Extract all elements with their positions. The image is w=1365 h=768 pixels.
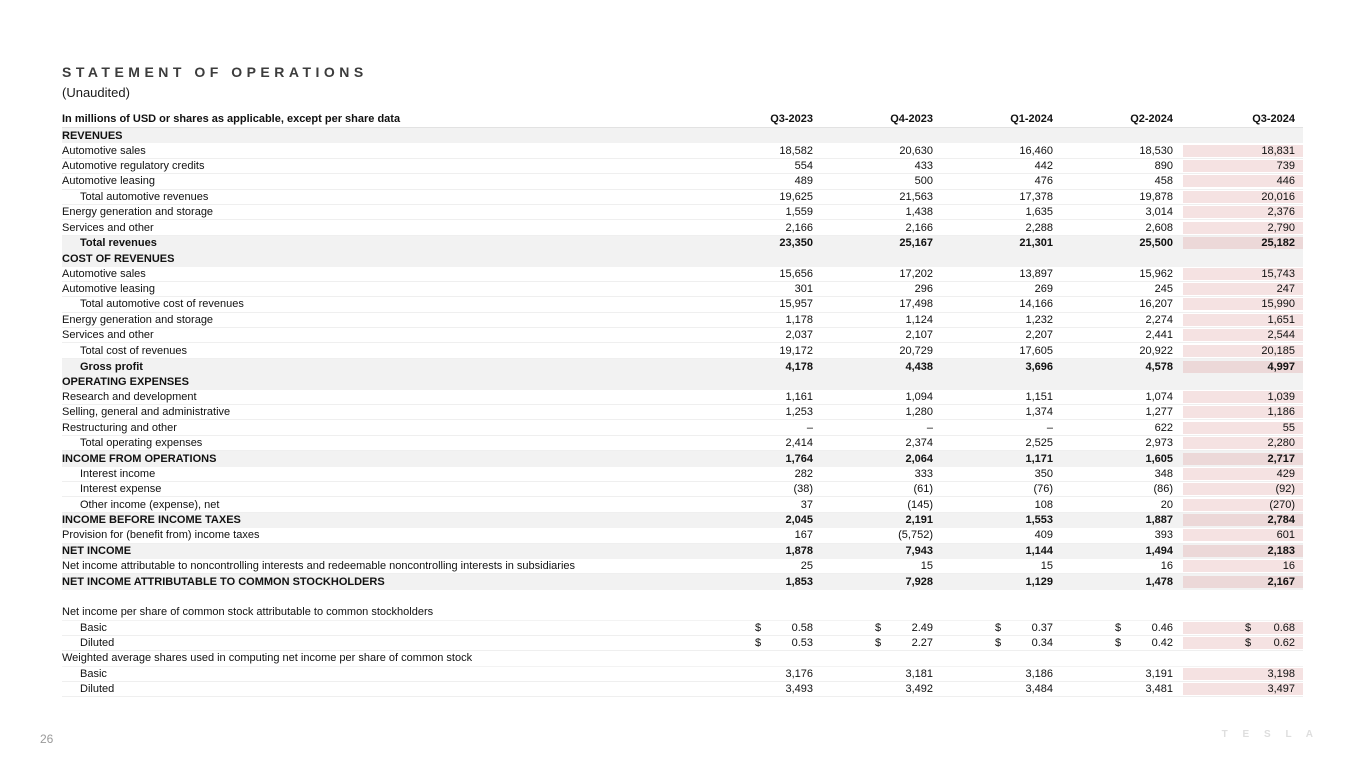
row-label: Research and development bbox=[62, 390, 197, 403]
value-cell-q1-2024: 1,129 bbox=[1025, 576, 1053, 589]
value-cell-q3-2024: 2,376 bbox=[1183, 206, 1303, 218]
value-cell-q2-2024: 393 bbox=[1154, 529, 1173, 542]
value-cell-q3-2024: (92) bbox=[1183, 483, 1303, 495]
value-cell-q2-2024: 3,191 bbox=[1145, 667, 1173, 680]
row-label: Total automotive cost of revenues bbox=[80, 298, 244, 311]
value-cell-q4-2023: 500 bbox=[914, 175, 933, 188]
table-row bbox=[62, 359, 1303, 374]
value-cell-q4-2023: (61) bbox=[913, 483, 933, 496]
value-cell-q4-2023: 21,563 bbox=[899, 190, 933, 203]
value-cell-q4-2023: 20,630 bbox=[899, 144, 933, 157]
table-corner-label: In millions of USD or shares as applicable, except per share data bbox=[62, 113, 401, 125]
value-cell-q4-2023: (145) bbox=[907, 498, 933, 511]
value-cell-q3-2023: 1,853 bbox=[785, 576, 813, 589]
value-cell-q1-2024: 13,897 bbox=[1019, 267, 1053, 280]
per-share-value: 2.27 bbox=[911, 637, 933, 650]
value-cell-q2-2024: 2,608 bbox=[1145, 221, 1173, 234]
table-row bbox=[62, 328, 1303, 343]
table-row bbox=[62, 159, 1303, 174]
table-row bbox=[62, 313, 1303, 328]
table-row bbox=[62, 343, 1303, 358]
value-cell-q4-2023: 1,094 bbox=[905, 390, 933, 403]
value-cell-q3-2023: 19,172 bbox=[779, 344, 813, 357]
value-cell-q1-2024: 21,301 bbox=[1019, 237, 1053, 250]
per-share-value: 2.49 bbox=[911, 621, 933, 634]
row-label: COST OF REVENUES bbox=[62, 252, 175, 265]
dollar-sign: $ bbox=[1245, 621, 1252, 634]
row-label: Total automotive revenues bbox=[80, 190, 209, 203]
value-cell-q3-2024: (270) bbox=[1183, 499, 1303, 511]
table-row bbox=[62, 436, 1303, 451]
value-cell-q2-2024: 890 bbox=[1154, 159, 1173, 172]
value-cell-q4-2023: 2,191 bbox=[905, 514, 933, 527]
value-cell-q2-2024: 622 bbox=[1154, 421, 1173, 434]
page-number: 26 bbox=[40, 732, 54, 746]
value-cell-q1-2024: 1,144 bbox=[1025, 545, 1053, 558]
value-cell-q3-2023: 1,161 bbox=[785, 390, 813, 403]
value-cell-q3-2023: 3,176 bbox=[785, 667, 813, 680]
column-header-q3-2024: Q3-2024 bbox=[1252, 113, 1295, 125]
value-cell-q3-2023: 1,253 bbox=[785, 406, 813, 419]
value-cell-q4-2023: 17,202 bbox=[899, 267, 933, 280]
value-cell-q3-2024: 1,186 bbox=[1183, 406, 1303, 418]
value-cell-q3-2023: 2,037 bbox=[785, 329, 813, 342]
row-label: Interest income bbox=[80, 467, 156, 480]
value-cell-q4-2023: 20,729 bbox=[899, 344, 933, 357]
value-cell-q2-2024: 245 bbox=[1154, 283, 1173, 296]
table-row bbox=[62, 544, 1303, 559]
table-row bbox=[62, 297, 1303, 312]
per-share-value: 0.58 bbox=[791, 621, 813, 634]
value-cell-q1-2024 bbox=[933, 637, 1053, 649]
value-cell-q4-2023: 2,166 bbox=[905, 221, 933, 234]
value-cell-q3-2024: 2,544 bbox=[1183, 329, 1303, 341]
value-cell-q1-2024: (76) bbox=[1033, 483, 1053, 496]
value-cell-q1-2024: 16,460 bbox=[1019, 144, 1053, 157]
row-label: Energy generation and storage bbox=[62, 206, 214, 219]
dollar-sign: $ bbox=[995, 637, 1002, 650]
table-row bbox=[62, 621, 1303, 636]
value-cell-q4-2023: 433 bbox=[914, 159, 933, 172]
value-cell-q3-2024: 4,997 bbox=[1183, 361, 1303, 373]
value-cell-q3-2024: 3,198 bbox=[1183, 668, 1303, 680]
value-cell-q3-2023: 554 bbox=[794, 159, 813, 172]
value-cell-q1-2024: 1,171 bbox=[1025, 452, 1053, 465]
value-cell-q3-2024: 2,790 bbox=[1183, 222, 1303, 234]
table-row bbox=[62, 513, 1303, 528]
value-cell-q3-2024 bbox=[1183, 622, 1303, 634]
row-label: Selling, general and administrative bbox=[62, 406, 231, 419]
row-label: Diluted bbox=[80, 683, 115, 696]
column-header-q3-2023: Q3-2023 bbox=[770, 113, 813, 125]
table-row bbox=[62, 205, 1303, 220]
value-cell-q3-2023: – bbox=[806, 421, 813, 434]
value-cell-q2-2024: 15,962 bbox=[1139, 267, 1173, 280]
row-label: Automotive leasing bbox=[62, 175, 155, 188]
dollar-sign: $ bbox=[755, 621, 762, 634]
value-cell-q2-2024: 2,973 bbox=[1145, 437, 1173, 449]
value-cell-q4-2023 bbox=[813, 637, 933, 649]
value-cell-q4-2023: 333 bbox=[914, 467, 933, 480]
value-cell-q4-2023: 3,492 bbox=[905, 683, 933, 696]
row-label: Total revenues bbox=[80, 237, 157, 250]
table-body bbox=[62, 128, 1303, 697]
value-cell-q3-2023: 37 bbox=[800, 498, 813, 511]
value-cell-q4-2023: 1,124 bbox=[905, 313, 933, 326]
table-header-row bbox=[62, 111, 1303, 128]
value-cell-q4-2023: 2,064 bbox=[905, 452, 933, 465]
value-cell-q2-2024: 16 bbox=[1160, 560, 1173, 573]
value-cell-q3-2024: 2,280 bbox=[1183, 437, 1303, 449]
table-row bbox=[62, 282, 1303, 297]
table-row bbox=[62, 405, 1303, 420]
value-cell-q3-2024 bbox=[1183, 637, 1303, 649]
value-cell-q2-2024: 1,277 bbox=[1145, 406, 1173, 419]
value-cell-q3-2023: 3,493 bbox=[785, 683, 813, 696]
value-cell-q1-2024: 2,525 bbox=[1025, 437, 1053, 449]
value-cell-q3-2023: 4,178 bbox=[785, 360, 813, 373]
per-share-value: 0.62 bbox=[1273, 637, 1295, 650]
value-cell-q4-2023: – bbox=[926, 421, 933, 434]
row-label: OPERATING EXPENSES bbox=[62, 375, 189, 388]
per-share-value: 0.42 bbox=[1151, 637, 1173, 650]
value-cell-q3-2024: 429 bbox=[1183, 468, 1303, 480]
value-cell-q3-2024: 446 bbox=[1183, 175, 1303, 187]
value-cell-q3-2023: 25 bbox=[800, 560, 813, 573]
row-label: Gross profit bbox=[80, 360, 143, 373]
row-label: Energy generation and storage bbox=[62, 313, 214, 326]
value-cell-q4-2023: 17,498 bbox=[899, 298, 933, 311]
value-cell-q3-2023: 2,414 bbox=[785, 437, 813, 449]
per-share-value: 0.34 bbox=[1031, 637, 1053, 650]
row-label: INCOME FROM OPERATIONS bbox=[62, 452, 217, 465]
value-cell-q2-2024: 18,530 bbox=[1139, 144, 1173, 157]
value-cell-q3-2024: 247 bbox=[1183, 283, 1303, 295]
row-label: NET INCOME bbox=[62, 545, 132, 558]
value-cell-q1-2024: 14,166 bbox=[1019, 298, 1053, 311]
value-cell-q2-2024: 1,074 bbox=[1145, 390, 1173, 403]
value-cell-q3-2023 bbox=[693, 637, 813, 649]
value-cell-q3-2023: 23,350 bbox=[779, 237, 813, 250]
value-cell-q1-2024: 17,378 bbox=[1019, 190, 1053, 203]
value-cell-q2-2024: (86) bbox=[1153, 483, 1173, 496]
table-row bbox=[62, 174, 1303, 189]
value-cell-q3-2023: 282 bbox=[794, 467, 813, 480]
row-label: Basic bbox=[80, 621, 107, 634]
value-cell-q1-2024: 476 bbox=[1034, 175, 1053, 188]
table-row bbox=[62, 528, 1303, 543]
value-cell-q4-2023 bbox=[813, 622, 933, 634]
value-cell-q1-2024: – bbox=[1046, 421, 1053, 434]
value-cell-q1-2024: 2,207 bbox=[1025, 329, 1053, 342]
value-cell-q2-2024: 1,494 bbox=[1145, 545, 1173, 558]
value-cell-q2-2024: 3,014 bbox=[1145, 206, 1173, 219]
value-cell-q2-2024: 16,207 bbox=[1139, 298, 1173, 311]
dollar-sign: $ bbox=[1245, 637, 1252, 650]
value-cell-q1-2024: 15 bbox=[1040, 560, 1053, 573]
per-share-value: 0.53 bbox=[791, 637, 813, 650]
value-cell-q3-2024: 2,183 bbox=[1183, 545, 1303, 557]
value-cell-q3-2023: 1,559 bbox=[785, 206, 813, 219]
value-cell-q1-2024: 1,553 bbox=[1025, 514, 1053, 527]
column-header-q2-2024: Q2-2024 bbox=[1130, 113, 1173, 125]
value-cell-q3-2024: 18,831 bbox=[1183, 145, 1303, 157]
row-label: Services and other bbox=[62, 221, 154, 234]
value-cell-q3-2024: 16 bbox=[1183, 560, 1303, 572]
value-cell-q4-2023: 2,107 bbox=[905, 329, 933, 342]
dollar-sign: $ bbox=[1115, 637, 1122, 650]
value-cell-q1-2024: 108 bbox=[1034, 498, 1053, 511]
value-cell-q2-2024: 4,578 bbox=[1145, 360, 1173, 373]
value-cell-q2-2024: 2,274 bbox=[1145, 313, 1173, 326]
value-cell-q4-2023: 4,438 bbox=[905, 360, 933, 373]
page-title: STATEMENT OF OPERATIONS bbox=[62, 64, 368, 80]
value-cell-q3-2023: 19,625 bbox=[779, 190, 813, 203]
per-share-value: 0.46 bbox=[1151, 621, 1173, 634]
value-cell-q4-2023: 296 bbox=[914, 283, 933, 296]
table-row bbox=[62, 390, 1303, 405]
row-label: Automotive sales bbox=[62, 267, 146, 280]
row-label: Interest expense bbox=[80, 483, 162, 496]
value-cell-q1-2024: 3,696 bbox=[1025, 360, 1053, 373]
value-cell-q2-2024: 1,478 bbox=[1145, 576, 1173, 589]
table-row bbox=[62, 374, 1303, 389]
value-cell-q2-2024: 2,441 bbox=[1145, 329, 1173, 342]
value-cell-q4-2023: 1,280 bbox=[905, 406, 933, 419]
table-row bbox=[62, 420, 1303, 435]
value-cell-q4-2023: (5,752) bbox=[898, 529, 933, 542]
table-row bbox=[62, 559, 1303, 574]
row-label: Diluted bbox=[80, 637, 115, 650]
value-cell-q3-2023: 1,178 bbox=[785, 313, 813, 326]
value-cell-q4-2023: 15 bbox=[920, 560, 933, 573]
value-cell-q3-2024: 20,016 bbox=[1183, 191, 1303, 203]
per-share-value: 0.37 bbox=[1031, 621, 1053, 634]
row-label: Automotive regulatory credits bbox=[62, 159, 205, 172]
value-cell-q4-2023: 2,374 bbox=[905, 437, 933, 449]
value-cell-q3-2024: 15,743 bbox=[1183, 268, 1303, 280]
row-label: NET INCOME ATTRIBUTABLE TO COMMON STOCKHOLDERS bbox=[62, 576, 385, 589]
row-label: Restructuring and other bbox=[62, 421, 177, 434]
value-cell-q3-2023: 167 bbox=[794, 529, 813, 542]
value-cell-q1-2024: 3,186 bbox=[1025, 667, 1053, 680]
row-label: Automotive leasing bbox=[62, 283, 155, 296]
value-cell-q2-2024: 20,922 bbox=[1139, 344, 1173, 357]
value-cell-q3-2024: 1,651 bbox=[1183, 314, 1303, 326]
table-row bbox=[62, 190, 1303, 205]
dollar-sign: $ bbox=[755, 637, 762, 650]
table-row bbox=[62, 451, 1303, 466]
value-cell-q3-2023: 301 bbox=[794, 283, 813, 296]
table-row bbox=[62, 667, 1303, 682]
table-row bbox=[62, 267, 1303, 282]
row-label: Services and other bbox=[62, 329, 154, 342]
value-cell-q3-2024: 2,167 bbox=[1183, 576, 1303, 588]
column-header-q1-2024: Q1-2024 bbox=[1010, 113, 1053, 125]
value-cell-q2-2024: 1,887 bbox=[1145, 514, 1173, 527]
value-cell-q3-2023: 1,878 bbox=[785, 545, 813, 558]
value-cell-q1-2024 bbox=[933, 622, 1053, 634]
value-cell-q1-2024: 3,484 bbox=[1025, 683, 1053, 696]
value-cell-q3-2024: 2,717 bbox=[1183, 453, 1303, 465]
table-row bbox=[62, 128, 1303, 143]
table-row bbox=[62, 590, 1303, 605]
table-row bbox=[62, 651, 1303, 666]
row-label: Other income (expense), net bbox=[80, 498, 220, 511]
dollar-sign: $ bbox=[1115, 621, 1122, 634]
table-row bbox=[62, 682, 1303, 697]
row-label: INCOME BEFORE INCOME TAXES bbox=[62, 514, 241, 527]
row-label: Net income attributable to noncontrolling interests and redeemable noncontrolling interests in subsidiaries bbox=[62, 560, 576, 573]
value-cell-q3-2023: 2,045 bbox=[785, 514, 813, 527]
value-cell-q3-2024: 2,784 bbox=[1183, 514, 1303, 526]
value-cell-q4-2023: 7,928 bbox=[905, 576, 933, 589]
table-row bbox=[62, 143, 1303, 158]
value-cell-q1-2024: 1,635 bbox=[1025, 206, 1053, 219]
value-cell-q3-2024: 20,185 bbox=[1183, 345, 1303, 357]
value-cell-q2-2024: 19,878 bbox=[1139, 190, 1173, 203]
value-cell-q3-2024: 601 bbox=[1183, 529, 1303, 541]
value-cell-q3-2023: (38) bbox=[793, 483, 813, 496]
value-cell-q4-2023: 25,167 bbox=[899, 237, 933, 250]
value-cell-q1-2024: 1,232 bbox=[1025, 313, 1053, 326]
value-cell-q1-2024: 442 bbox=[1034, 159, 1053, 172]
value-cell-q3-2024: 55 bbox=[1183, 422, 1303, 434]
value-cell-q1-2024: 1,374 bbox=[1025, 406, 1053, 419]
value-cell-q2-2024: 348 bbox=[1154, 467, 1173, 480]
financial-table bbox=[62, 111, 1303, 697]
table-row bbox=[62, 482, 1303, 497]
table-row bbox=[62, 251, 1303, 266]
row-label: Total cost of revenues bbox=[80, 344, 188, 357]
value-cell-q2-2024: 458 bbox=[1154, 175, 1173, 188]
value-cell-q2-2024: 20 bbox=[1160, 498, 1173, 511]
dollar-sign: $ bbox=[875, 621, 882, 634]
value-cell-q3-2023: 2,166 bbox=[785, 221, 813, 234]
row-label: Automotive sales bbox=[62, 144, 146, 157]
value-cell-q2-2024 bbox=[1053, 622, 1173, 634]
value-cell-q3-2023: 15,656 bbox=[779, 267, 813, 280]
value-cell-q1-2024: 269 bbox=[1034, 283, 1053, 296]
slide-content bbox=[62, 64, 1303, 697]
value-cell-q3-2024: 3,497 bbox=[1183, 683, 1303, 695]
row-label: Provision for (benefit from) income taxes bbox=[62, 529, 260, 542]
value-cell-q3-2024: 15,990 bbox=[1183, 298, 1303, 310]
value-cell-q3-2024: 25,182 bbox=[1183, 237, 1303, 249]
dollar-sign: $ bbox=[875, 637, 882, 650]
value-cell-q3-2023 bbox=[693, 622, 813, 634]
value-cell-q2-2024: 1,605 bbox=[1145, 452, 1173, 465]
table-row bbox=[62, 497, 1303, 512]
value-cell-q4-2023: 3,181 bbox=[905, 667, 933, 680]
value-cell-q2-2024: 3,481 bbox=[1145, 683, 1173, 696]
value-cell-q4-2023: 1,438 bbox=[905, 206, 933, 219]
row-label: REVENUES bbox=[62, 129, 123, 142]
value-cell-q1-2024: 17,605 bbox=[1019, 344, 1053, 357]
value-cell-q1-2024: 409 bbox=[1034, 529, 1053, 542]
table-row bbox=[62, 220, 1303, 235]
value-cell-q3-2023: 489 bbox=[794, 175, 813, 188]
table-row bbox=[62, 467, 1303, 482]
row-label: Basic bbox=[80, 667, 107, 680]
row-label: Weighted average shares used in computing net income per share of common stock bbox=[62, 652, 473, 665]
value-cell-q3-2023: 18,582 bbox=[779, 144, 813, 157]
value-cell-q3-2023: 1,764 bbox=[785, 452, 813, 465]
value-cell-q3-2024: 1,039 bbox=[1183, 391, 1303, 403]
row-label: Total operating expenses bbox=[80, 437, 203, 449]
value-cell-q4-2023: 7,943 bbox=[905, 545, 933, 558]
value-cell-q1-2024: 1,151 bbox=[1025, 390, 1053, 403]
value-cell-q2-2024: 25,500 bbox=[1139, 237, 1173, 250]
value-cell-q2-2024 bbox=[1053, 637, 1173, 649]
dollar-sign: $ bbox=[995, 621, 1002, 634]
table-row bbox=[62, 636, 1303, 651]
value-cell-q1-2024: 350 bbox=[1034, 467, 1053, 480]
row-label: Net income per share of common stock attributable to common stockholders bbox=[62, 606, 434, 619]
table-row bbox=[62, 574, 1303, 589]
per-share-value: 0.68 bbox=[1273, 621, 1295, 634]
value-cell-q3-2024: 739 bbox=[1183, 160, 1303, 172]
table-row bbox=[62, 236, 1303, 251]
value-cell-q3-2023: 15,957 bbox=[779, 298, 813, 311]
column-header-q4-2023: Q4-2023 bbox=[890, 113, 933, 125]
table-row bbox=[62, 605, 1303, 620]
page-subtitle: (Unaudited) bbox=[62, 85, 130, 100]
value-cell-q1-2024: 2,288 bbox=[1025, 221, 1053, 234]
tesla-wordmark: T E S L A bbox=[1221, 729, 1319, 740]
